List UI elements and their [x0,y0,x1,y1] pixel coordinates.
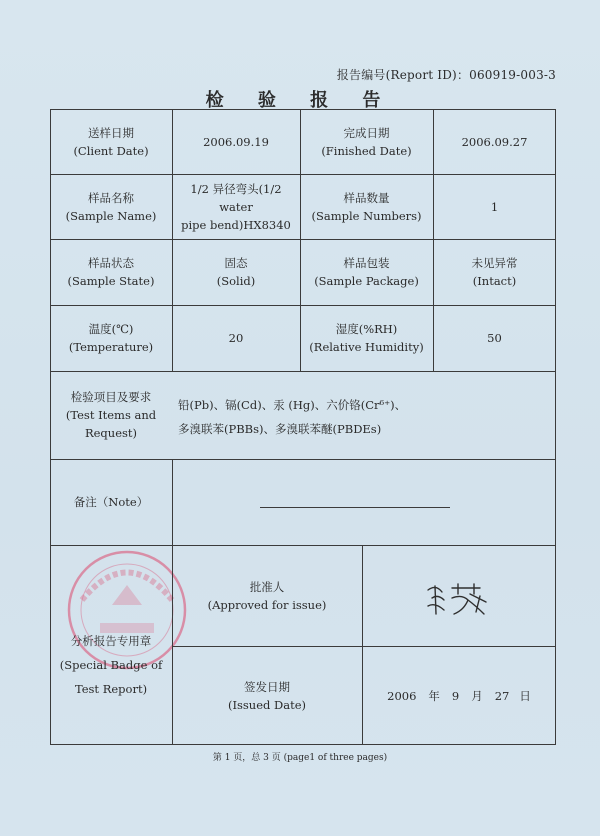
issued-date-value [362,646,556,745]
issued-date-label [172,646,362,745]
signature-icon [424,580,494,618]
humidity-label [300,305,433,371]
label-en: (Temperature) [68,340,154,354]
value-en: (Solid) [216,274,256,288]
sample-state-value [172,239,300,305]
approved-label [172,545,362,646]
sample-name-label [50,174,172,239]
label-en: (Special Badge of [59,658,163,672]
label-en: (Test Items and [65,408,157,422]
value-en: (Intact) [472,274,517,288]
label-en: (Approved for issue) [207,597,327,612]
temperature-label [50,305,172,371]
label-cn: 样品包装 [343,256,390,270]
label-cn: 样品数量 [343,190,390,205]
date-month: 9 [451,688,460,703]
label-cn: 样品名称 [88,190,134,205]
label-cn: 批准人 [249,579,285,594]
sample-numbers-value: 1 [490,199,499,214]
date-year: 2006 [387,688,417,703]
note-blank-line [260,507,450,508]
humidity-value: 50 [487,331,502,345]
temperature-value: 20 [228,331,244,345]
label-en: (Sample State) [67,274,155,288]
date-unit: 年 [428,688,440,703]
label-cn: 样品状态 [88,256,134,270]
finished-date-value: 2006.09.27 [461,134,528,149]
label-en: (Sample Numbers) [311,208,422,223]
value-line: 多溴联苯(PBBs)、多溴联苯醚(PBDEs) [178,422,382,436]
label-en: (Finished Date) [321,143,412,158]
sample-package-label [300,239,433,305]
test-items-label [50,371,172,459]
sample-state-label [50,239,172,305]
note-label: 备注（Note） [73,495,149,509]
page-footer: 第 1 页，总 3 页 (page1 of three pages) [212,753,388,763]
label-en: (Sample Package) [314,274,419,288]
label-cn: 完成日期 [343,125,390,140]
label-en: Request) [84,426,138,440]
label-en: (Sample Name) [65,208,157,223]
label-cn: 检验项目及要求 [70,390,152,404]
label-en: (Issued Date) [227,697,307,712]
label-cn: 签发日期 [244,679,290,694]
label-en: Test Report) [74,682,148,696]
test-items-value [172,371,556,459]
sample-numbers-label [300,174,433,239]
date-unit: 日 [519,688,531,703]
page-title: 检 验 报 告 [205,90,395,111]
sample-name-value [172,174,300,239]
report-id: 报告编号(Report ID)：060919-003-3 [336,68,556,82]
value-cn: 未见异常 [471,256,518,270]
value-line: pipe bend)HX8340 [181,217,291,232]
label-cn: 送样日期 [88,125,134,140]
value-line: 铅(Pb)、镉(Cd)、汞 (Hg)、六价铬(Cr⁶⁺)、 [178,398,407,412]
label-en: (Relative Humidity) [309,340,424,354]
label-en: (Client Date) [73,143,149,158]
label-cn: 湿度(%RH) [335,322,398,336]
value-cn: 固态 [224,256,248,270]
badge-label [50,545,172,745]
label-cn: 温度(℃) [88,322,134,336]
finished-date-label [300,109,433,174]
value-line: 1/2 异径弯头(1/2 water [190,181,282,214]
date-unit: 月 [471,688,483,703]
client-date-value: 2006.09.19 [203,134,269,149]
sample-package-value [433,239,556,305]
label-cn: 分析报告专用章 [70,634,152,648]
client-date-label [50,109,172,174]
date-day: 27 [494,688,510,703]
